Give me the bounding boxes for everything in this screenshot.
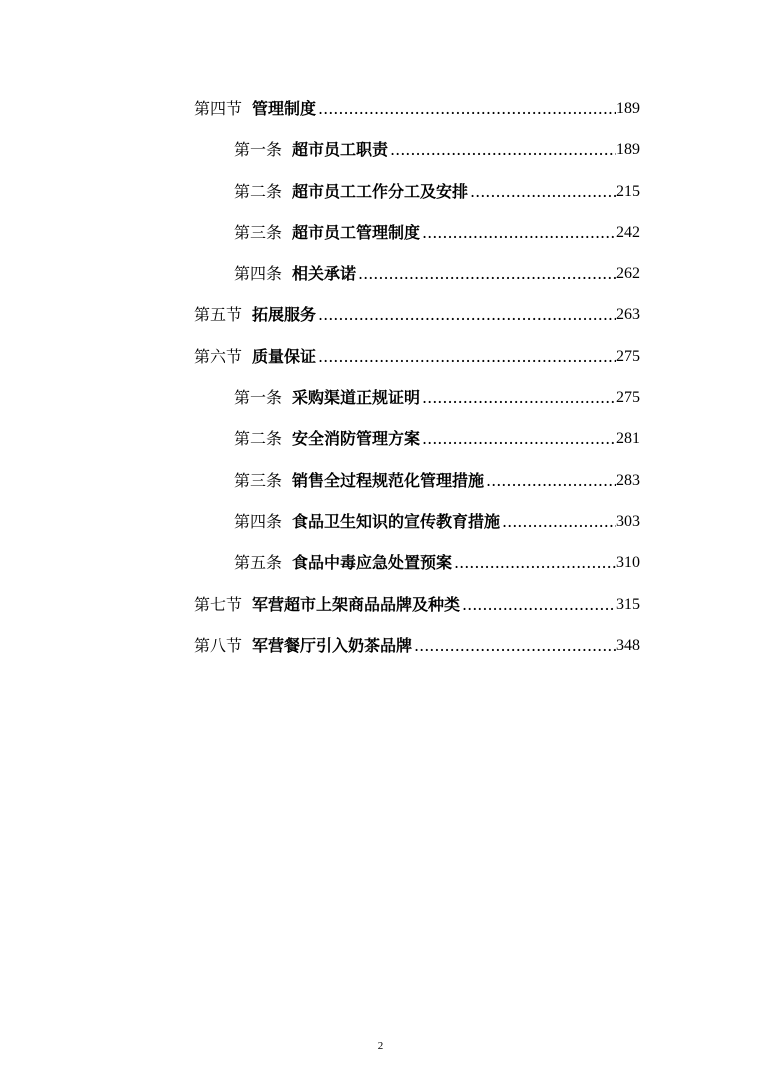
toc-entry[interactable]	[0, 548, 640, 589]
toc-entry[interactable]	[0, 259, 640, 300]
entry-number: 第三条	[234, 470, 283, 490]
dot-leader	[316, 94, 616, 123]
entry-number: 第六节	[194, 346, 243, 366]
dot-leader	[356, 259, 616, 288]
entry-page-number: 263	[616, 306, 640, 324]
entry-number: 第二条	[234, 429, 283, 449]
entry-number: 第一条	[234, 140, 283, 160]
entry-title: 超市员工职责	[292, 140, 389, 160]
toc-entry[interactable]	[0, 135, 640, 176]
entry-title: 质量保证	[252, 346, 317, 366]
toc-entry[interactable]	[0, 631, 640, 672]
entry-title: 相关承诺	[292, 264, 357, 284]
toc-entry[interactable]	[0, 342, 640, 383]
entry-title: 食品卫生知识的宣传教育措施	[292, 511, 501, 531]
entry-title: 军营超市上架商品品牌及种类	[252, 594, 461, 614]
dot-leader	[468, 177, 616, 206]
entry-page-number: 283	[616, 471, 640, 489]
dot-leader	[452, 548, 616, 577]
dot-leader	[460, 590, 616, 619]
entry-page-number: 262	[616, 265, 640, 283]
entry-page-number: 303	[616, 512, 640, 530]
toc-entry[interactable]	[0, 466, 640, 507]
toc-entry[interactable]	[0, 218, 640, 259]
toc-entry[interactable]	[0, 590, 640, 631]
dot-leader	[420, 383, 616, 412]
entry-title: 拓展服务	[252, 305, 317, 325]
entry-title: 管理制度	[252, 99, 317, 118]
entry-page-number: 242	[616, 223, 640, 241]
toc-entry[interactable]	[0, 300, 640, 341]
toc-entry[interactable]	[0, 383, 640, 424]
entry-number: 第八节	[194, 635, 243, 655]
entry-title: 超市员工工作分工及安排	[292, 181, 469, 201]
entry-number: 第三条	[234, 222, 283, 242]
dot-leader	[420, 424, 616, 453]
entry-page-number: 275	[616, 347, 640, 365]
dot-leader	[500, 507, 616, 536]
toc-entry[interactable]	[0, 424, 640, 465]
entry-number: 第四条	[234, 511, 283, 531]
entry-title: 采购渠道正规证明	[292, 388, 421, 408]
dot-leader	[388, 135, 616, 164]
entry-page-number: 315	[616, 595, 640, 613]
table-of-contents	[0, 94, 761, 672]
entry-page-number: 281	[616, 430, 640, 448]
entry-page-number: 348	[616, 636, 640, 654]
entry-number: 第二条	[234, 181, 283, 201]
entry-page-number: 310	[616, 554, 640, 572]
entry-title: 超市员工管理制度	[292, 222, 421, 242]
toc-entry[interactable]	[0, 94, 640, 135]
entry-number: 第七节	[194, 594, 243, 614]
entry-page-number: 275	[616, 389, 640, 407]
entry-page-number: 215	[616, 182, 640, 200]
entry-title: 销售全过程规范化管理措施	[292, 470, 485, 490]
dot-leader	[412, 631, 616, 660]
toc-entry[interactable]	[0, 177, 640, 218]
entry-title: 军营餐厅引入奶茶品牌	[252, 635, 413, 655]
dot-leader	[484, 466, 616, 495]
dot-leader	[316, 342, 616, 371]
toc-entry[interactable]	[0, 507, 640, 548]
entry-number: 第五节	[194, 305, 243, 325]
entry-page-number: 189	[616, 100, 640, 117]
entry-number: 第五条	[234, 553, 283, 573]
entry-title: 安全消防管理方案	[292, 429, 421, 449]
dot-leader	[420, 218, 616, 247]
entry-number: 第四节	[194, 99, 243, 118]
entry-page-number: 189	[616, 141, 640, 159]
dot-leader	[316, 300, 616, 329]
entry-number: 第四条	[234, 264, 283, 284]
entry-title: 食品中毒应急处置预案	[292, 553, 453, 573]
page-number: 2	[377, 1040, 384, 1052]
entry-number: 第一条	[234, 388, 283, 408]
